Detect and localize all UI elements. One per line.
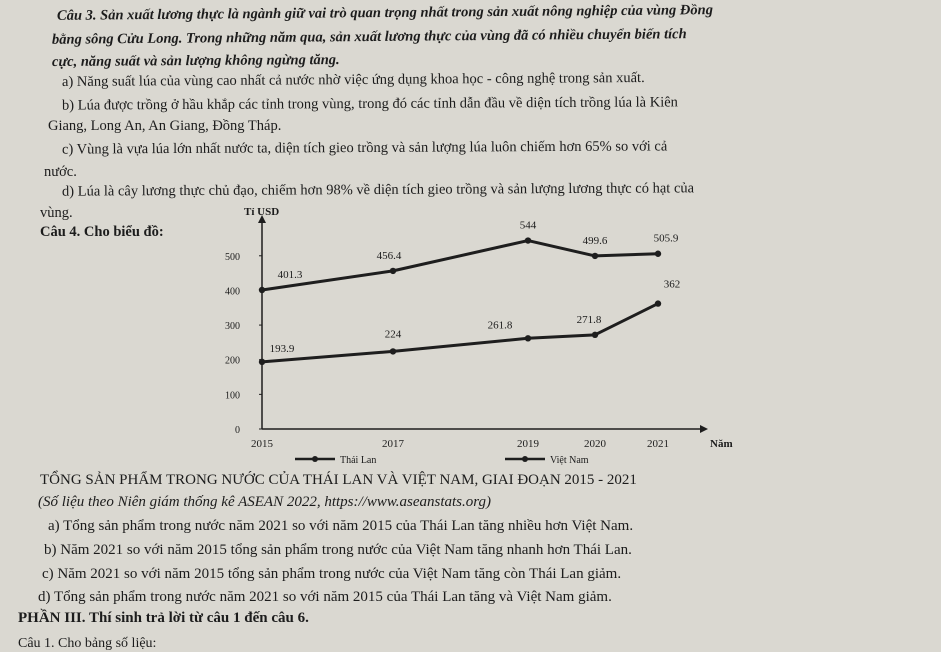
q3-option-a: a) Năng suất lúa của vùng cao nhất cả nước nhờ việc ứng dụng khoa học - công nghệ trong sản xuất. [61, 69, 645, 91]
y-tick-label: 400 [225, 286, 240, 298]
q3-text-line-2: bằng sông Cửu Long. Trong những năm qua, sản xuất lương thực của vùng đã có nhiều chuyển biến tích [51, 26, 687, 48]
chart-axes [258, 215, 708, 433]
part3-heading: PHẦN III. Thí sinh trả lời từ câu 1 đến câu 6. [18, 610, 309, 626]
data-label: 224 [384, 328, 402, 341]
data-label: 401.3 [277, 268, 303, 281]
y-tick-label: 200 [225, 355, 240, 367]
data-label: 261.8 [487, 319, 513, 332]
legend-label: Thái Lan [340, 455, 377, 466]
data-point [259, 359, 265, 365]
q4-option-b: b) Năm 2021 so với năm 2015 tổng sản phẩm trong nước của Việt Nam tăng nhanh hơn Thái Lan. [44, 542, 632, 558]
q3-option-c-line-2: nước. [44, 164, 77, 180]
chart-legend [295, 455, 589, 466]
x-axis-arrow [700, 425, 708, 433]
y-tick-label: 300 [225, 321, 240, 333]
data-label: 456.4 [376, 249, 402, 262]
q4-option-c: c) Năm 2021 so với năm 2015 tổng sản phẩm trong nước của Việt Nam tăng còn Thái Lan giảm. [42, 566, 622, 582]
data-point [655, 251, 661, 257]
legend-label: Việt Nam [550, 455, 589, 466]
q4-option-d: d) Tổng sản phẩm trong nước năm 2021 so với năm 2015 của Thái Lan tăng và Việt Nam giảm. [38, 589, 612, 605]
y-tick-label: 100 [225, 390, 240, 402]
q4-intro: Câu 4. Cho biểu đồ: [40, 224, 164, 240]
gdp-line-chart [200, 205, 800, 470]
y-tick-label: 0 [235, 425, 240, 436]
q3-text-line-1: Câu 3. Sản xuất lương thực là ngành giữ vai trò quan trọng nhất trong sản xuất nông nghiệp của vùng Đồng [56, 2, 713, 24]
data-label: 271.8 [576, 313, 602, 326]
chart-labels [225, 206, 733, 450]
q3-option-c-line-1: c) Vùng là vựa lúa lớn nhất nước ta, diện tích gieo trồng và sản lượng lúa luôn chiếm hơn 65% so với cả [61, 138, 668, 158]
data-label: 193.9 [269, 342, 295, 355]
data-point [655, 300, 661, 306]
x-tick-label: 2019 [517, 438, 539, 450]
chart-source: (Số liệu theo Niên giám thống kê ASEAN 2022, https://www.aseanstats.org) [38, 494, 492, 510]
x-axis-unit-label: Năm [710, 438, 733, 450]
x-tick-label: 2020 [584, 438, 606, 450]
q3-option-b-line-1: b) Lúa được trồng ở hầu khắp các tỉnh trong vùng, trong đó các tỉnh dẫn đầu về diện tích trồng lúa là Kiên [61, 94, 678, 114]
data-point [390, 348, 396, 354]
x-tick-label: 2015 [251, 438, 273, 450]
q3-option-b-line-2: Giang, Long An, An Giang, Đồng Tháp. [48, 118, 282, 134]
q3-text-line-3: cực, năng suất và sản lượng không ngừng tăng. [51, 51, 340, 71]
data-label: 499.6 [582, 234, 608, 247]
chart-caption: TỔNG SẢN PHẨM TRONG NƯỚC CỦA THÁI LAN VÀ VIỆT NAM, GIAI ĐOẠN 2015 - 2021 [40, 472, 637, 488]
data-label: 362 [663, 278, 681, 291]
q4-option-a: a) Tổng sản phẩm trong nước năm 2021 so với năm 2015 của Thái Lan tăng nhiều hơn Việt Nam. [48, 518, 634, 534]
series-line-thai-lan [262, 241, 658, 290]
y-tick-label: 500 [225, 251, 240, 263]
data-label: 505.9 [653, 232, 679, 245]
data-label: 544 [519, 219, 537, 232]
x-tick-label: 2021 [647, 438, 669, 450]
q3-option-d-line-2: vùng. [40, 205, 73, 221]
legend-marker [522, 456, 528, 462]
data-point [259, 287, 265, 293]
legend-marker [312, 456, 318, 462]
part3-question-1: Câu 1. Cho bảng số liệu: [18, 636, 157, 651]
q3-option-d-line-1: d) Lúa là cây lương thực chủ đạo, chiếm hơn 98% về diện tích gieo trồng và sản lượng lương thực có hạt của [61, 180, 695, 200]
data-point [592, 332, 598, 338]
chart-series [259, 234, 661, 365]
data-point [525, 237, 531, 243]
y-axis-unit-label: Tỉ USD [244, 206, 280, 218]
x-tick-label: 2017 [382, 438, 404, 450]
series-line-viet-nam [262, 304, 658, 362]
data-point [525, 335, 531, 341]
data-point [390, 268, 396, 274]
data-point [592, 253, 598, 259]
